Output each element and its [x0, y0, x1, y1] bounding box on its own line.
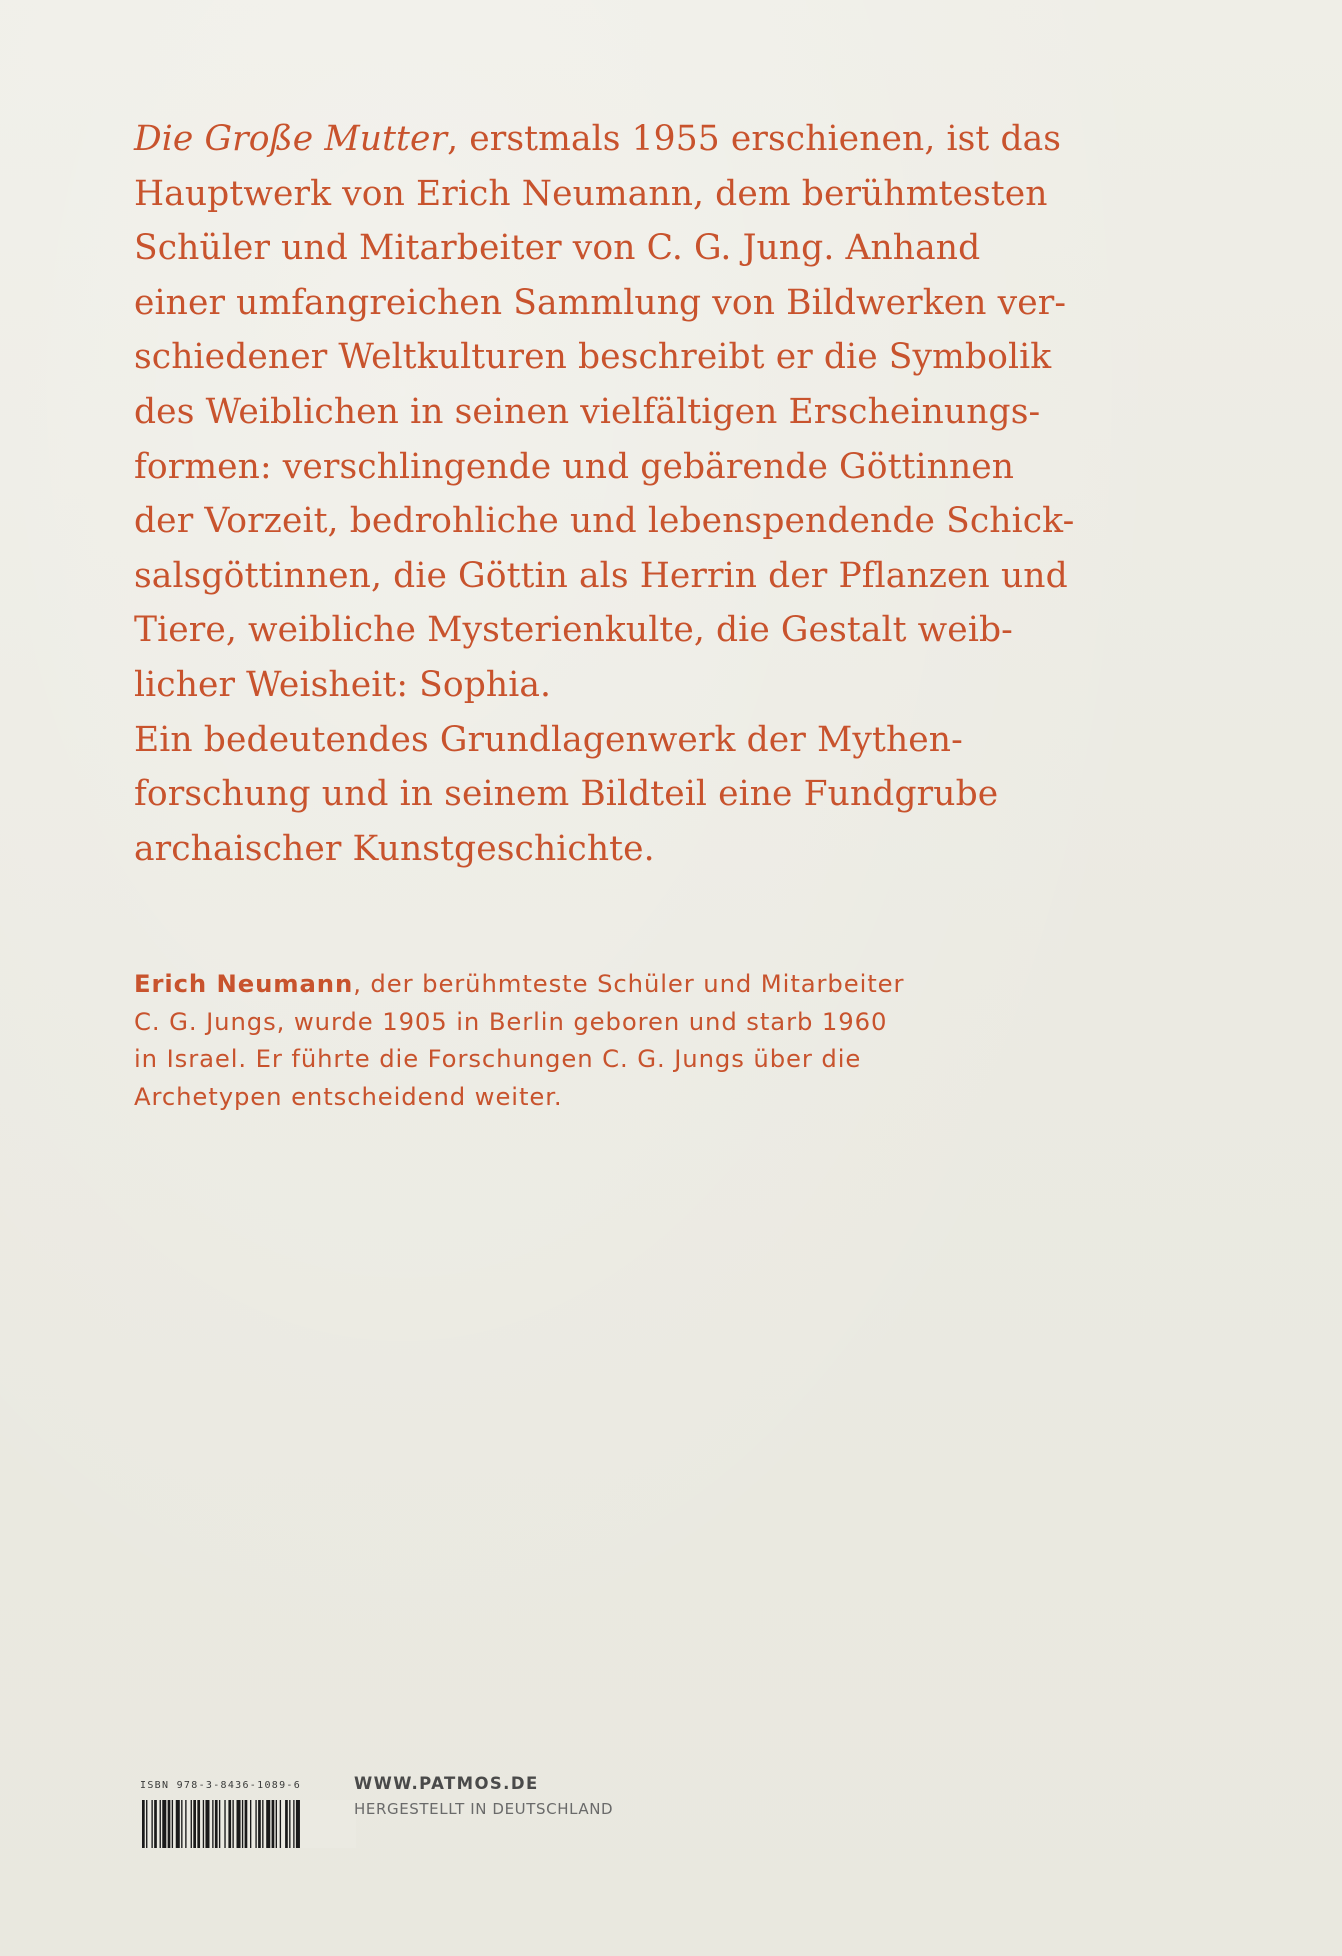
- barcode-bar: [168, 1800, 171, 1848]
- barcode-bar: [285, 1800, 288, 1848]
- blurb-line: formen: verschlingende und gebärende Göttinnen: [134, 446, 1015, 487]
- barcode-bar: [197, 1800, 200, 1848]
- publisher-website: WWW.PATMOS.DE: [354, 1774, 539, 1793]
- barcode-bar: [160, 1800, 161, 1848]
- barcode-bar: [212, 1800, 213, 1848]
- author-name: Erich Neumann: [134, 969, 354, 998]
- barcode-bar: [162, 1800, 166, 1848]
- barcode-bar: [185, 1800, 186, 1848]
- author-bio: [134, 965, 1134, 1115]
- isbn-number: ISBN 978-3-8436-1089-6: [140, 1780, 302, 1791]
- barcode-bar: [237, 1800, 241, 1848]
- barcode-bar: [289, 1800, 290, 1848]
- blurb-line: der Vorzeit, bedrohliche und lebenspendende Schick-: [134, 501, 1075, 542]
- barcode-bar: [266, 1800, 270, 1848]
- bio-line: C. G. Jungs, wurde 1905 in Berlin geboren und starb 1960: [134, 1006, 888, 1036]
- barcode-bar: [224, 1800, 225, 1848]
- blurb-line: Die Große Mutter, erstmals 1955 erschienen, ist das: [134, 119, 1062, 159]
- blurb-line: licher Weisheit: Sophia.: [134, 664, 552, 705]
- barcode-bar: [272, 1800, 275, 1848]
- barcode-image: [142, 1800, 356, 1848]
- bio-line: in Israel. Er führte die Forschungen C. G. Jungs über die: [134, 1044, 862, 1073]
- barcode-bar: [205, 1800, 209, 1848]
- blurb-line: Ein bedeutendes Grundlagenwerk der Mythen-: [134, 719, 963, 760]
- barcode-bar: [245, 1800, 248, 1848]
- made-in-germany-label: HERGESTELLT IN DEUTSCHLAND: [354, 1800, 614, 1818]
- barcode-bar: [228, 1800, 231, 1848]
- blurb-line: einer umfangreichen Sammlung von Bildwerken ver-: [134, 282, 1067, 323]
- book-blurb: [134, 112, 1134, 876]
- barcode-bar: [296, 1800, 300, 1848]
- bio-line: Erich Neumann, der berühmteste Schüler und Mitarbeiter: [134, 969, 905, 998]
- barcode-bar: [154, 1800, 157, 1848]
- barcode-bar: [258, 1800, 261, 1848]
- barcode-bar: [255, 1800, 256, 1848]
- blurb-line: Hauptwerk von Erich Neumann, dem berühmtesten: [134, 173, 1048, 214]
- blurb-line: archaischer Kunstgeschichte.: [134, 828, 655, 869]
- book-title: Die Große Mutter: [134, 119, 448, 159]
- blurb-line: des Weiblichen in seinen vielfältigen Erscheinungs-: [134, 391, 1041, 432]
- barcode-bar: [293, 1800, 294, 1848]
- barcode-bar: [215, 1800, 218, 1848]
- blurb-line: forschung und in seinem Bildteil eine Fundgrube: [134, 774, 999, 815]
- blurb-line: Schüler und Mitarbeiter von C. G. Jung. Anhand: [134, 228, 981, 269]
- bio-line: Archetypen entscheidend weiter.: [134, 1081, 563, 1111]
- barcode-bar: [172, 1800, 173, 1848]
- barcode-bar: [262, 1800, 263, 1848]
- barcode-bar: [203, 1800, 204, 1848]
- barcode-bar: [219, 1800, 220, 1848]
- barcode-bar: [151, 1800, 152, 1848]
- barcode-bar: [142, 1800, 145, 1848]
- barcode-bar: [146, 1800, 147, 1848]
- blurb-line: salsgöttinnen, die Göttin als Herrin der Pflanzen und: [134, 555, 1068, 596]
- blurb-line: schiedener Weltkulturen beschreibt er die Symbolik: [134, 337, 1052, 378]
- barcode-bar: [191, 1800, 192, 1848]
- barcode-bar: [193, 1800, 196, 1848]
- barcode-bar: [276, 1800, 277, 1848]
- publisher-footer: [140, 1772, 740, 1862]
- blurb-line: Tiere, weibliche Mysterienkulte, die Gestalt weib-: [134, 610, 1013, 651]
- barcode-bar: [232, 1800, 233, 1848]
- barcode-bar: [250, 1800, 251, 1848]
- barcode-graphic: [142, 1800, 356, 1848]
- barcode-bar: [181, 1800, 182, 1848]
- barcode-bar: [176, 1800, 180, 1848]
- barcode-bar: [242, 1800, 243, 1848]
- barcode-bar: [280, 1800, 281, 1848]
